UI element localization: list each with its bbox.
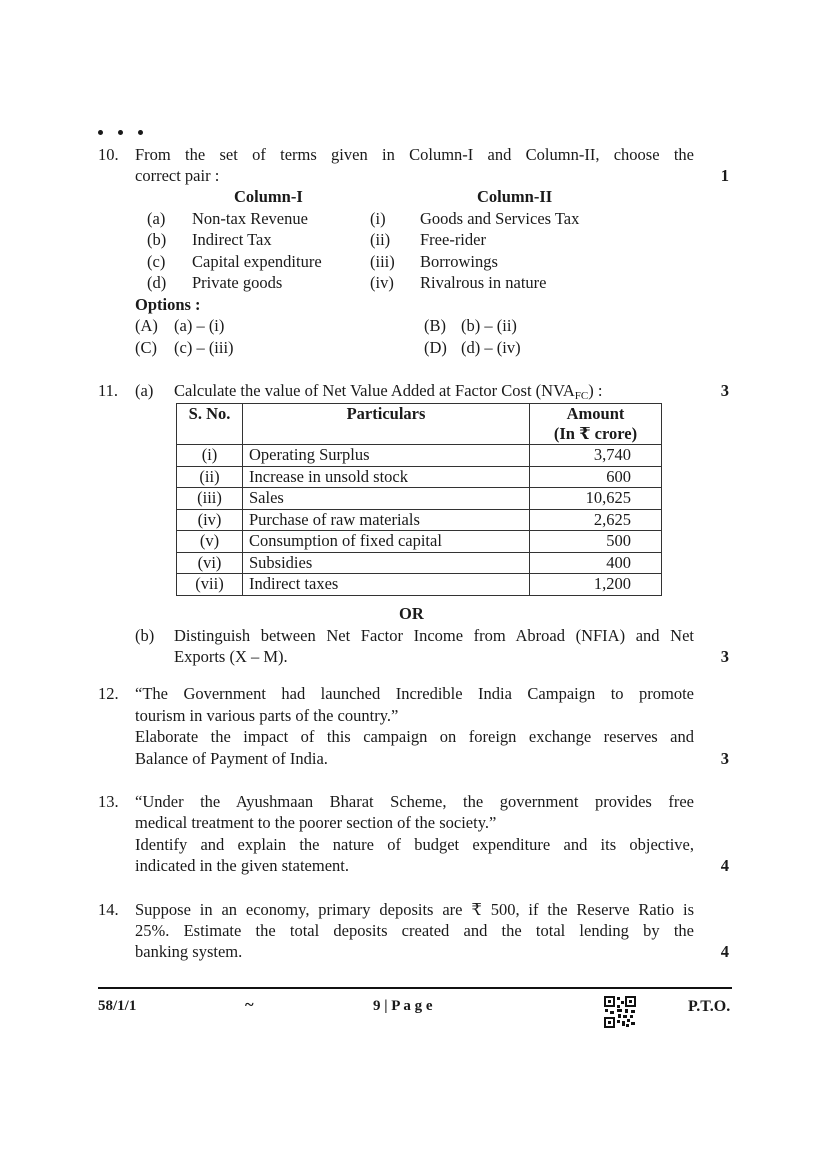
dot-icon <box>118 130 123 135</box>
footer-divider <box>98 987 732 989</box>
part-label: (a) <box>135 381 154 400</box>
qr-code-icon <box>604 996 636 1028</box>
marks: 3 <box>720 647 729 666</box>
pair-term-2: Borrowings <box>420 252 498 271</box>
option-key: (C) <box>135 338 157 357</box>
option-value: (d) – (iv) <box>461 338 521 357</box>
options-label: Options : <box>135 295 201 314</box>
question-line: tourism in various parts of the country.” <box>135 706 399 725</box>
cell-amount: 400 <box>530 552 662 574</box>
cell-particular: Consumption of fixed capital <box>243 531 530 553</box>
table-row <box>177 574 662 596</box>
marks: 3 <box>720 749 729 768</box>
pair-label-2: (iv) <box>370 273 394 292</box>
paper-code: 58/1/1 <box>98 998 137 1014</box>
option-value: (a) – (i) <box>174 316 225 335</box>
cell-amount: 600 <box>530 466 662 488</box>
part-b-line: Exports (X – M). <box>174 647 288 666</box>
marks: 3 <box>720 381 729 400</box>
pair-term-2: Goods and Services Tax <box>420 209 580 228</box>
question-number: 12. <box>98 684 119 703</box>
pair-label-1: (d) <box>147 273 167 292</box>
column-1-heading: Column-I <box>234 187 303 206</box>
cell-amount: 10,625 <box>530 488 662 510</box>
cell-sno: (iii) <box>177 488 243 510</box>
table-row <box>177 466 662 488</box>
cell-sno: (vii) <box>177 574 243 596</box>
table-row <box>177 531 662 553</box>
cell-amount: 3,740 <box>530 445 662 467</box>
pair-term-1: Capital expenditure <box>192 252 322 271</box>
option-key: (D) <box>424 338 447 357</box>
cell-particular: Increase in unsold stock <box>243 466 530 488</box>
option-key: (A) <box>135 316 158 335</box>
table-row <box>177 509 662 531</box>
cell-sno: (vi) <box>177 552 243 574</box>
option-value: (c) – (iii) <box>174 338 234 357</box>
part-b-line: Distinguish between Net Factor Income from Abroad (NFIA) and Net <box>174 626 694 645</box>
pair-label-2: (i) <box>370 209 386 228</box>
pair-term-1: Private goods <box>192 273 283 292</box>
pair-label-2: (iii) <box>370 252 395 271</box>
please-turn-over: P.T.O. <box>688 998 731 1015</box>
table-row <box>177 488 662 510</box>
question-number: 14. <box>98 900 119 919</box>
pair-term-1: Indirect Tax <box>192 230 272 249</box>
pair-label-1: (a) <box>147 209 166 228</box>
question-stem-line: From the set of terms given in Column-I and Column-II, choose the <box>135 145 694 164</box>
marks: 4 <box>720 942 729 961</box>
header-amount: Amount (In ₹ crore) <box>530 404 662 445</box>
question-line: medical treatment to the poorer section of the society.” <box>135 813 497 832</box>
question-line: 25%. Estimate the total deposits created and the total lending by the <box>135 921 694 940</box>
marks: 1 <box>720 166 729 185</box>
pair-label-2: (ii) <box>370 230 391 249</box>
table-header-row <box>177 404 662 445</box>
cell-particular: Sales <box>243 488 530 510</box>
question-line: indicated in the given statement. <box>135 856 349 875</box>
question-line: Elaborate the impact of this campaign on foreign exchange reserves and <box>135 727 694 746</box>
pair-term-2: Free-rider <box>420 230 486 249</box>
option-key: (B) <box>424 316 446 335</box>
pair-term-1: Non-tax Revenue <box>192 209 308 228</box>
cell-particular: Subsidies <box>243 552 530 574</box>
header-particulars: Particulars <box>243 404 530 445</box>
question-number: 10. <box>98 145 119 164</box>
cell-sno: (v) <box>177 531 243 553</box>
question-line: “Under the Ayushmaan Bharat Scheme, the government provides free <box>135 792 694 811</box>
question-line: Balance of Payment of India. <box>135 749 328 768</box>
cell-particular: Purchase of raw materials <box>243 509 530 531</box>
marks: 4 <box>720 856 729 875</box>
pair-label-1: (c) <box>147 252 166 271</box>
question-line: “The Government had launched Incredible India Campaign to promote <box>135 684 694 703</box>
part-a-text: Calculate the value of Net Value Added at Factor Cost $(NVA_{FC})$ : <box>174 381 603 402</box>
cell-sno: (iv) <box>177 509 243 531</box>
question-number: 11. <box>98 381 119 400</box>
page-number: 9 | P a g e <box>373 998 433 1014</box>
column-2-heading: Column-II <box>477 187 553 206</box>
question-line: Identify and explain the nature of budget expenditure and its objective, <box>135 835 694 854</box>
question-line: Suppose in an economy, primary deposits are ₹ 500, if the Reserve Ratio is <box>135 900 694 919</box>
cell-amount: 2,625 <box>530 509 662 531</box>
cell-sno: (ii) <box>177 466 243 488</box>
nva-data-table <box>176 403 662 596</box>
cell-amount: 1,200 <box>530 574 662 596</box>
pair-term-2: Rivalrous in nature <box>420 273 547 292</box>
or-separator: OR <box>399 604 424 623</box>
cell-particular: Operating Surplus <box>243 445 530 467</box>
cell-particular: Indirect taxes <box>243 574 530 596</box>
part-label: (b) <box>135 626 155 645</box>
table-row <box>177 445 662 467</box>
question-line: banking system. <box>135 942 243 961</box>
dot-icon <box>138 130 143 135</box>
question-stem-line: correct pair : <box>135 166 220 185</box>
question-number: 13. <box>98 792 119 811</box>
cell-sno: (i) <box>177 445 243 467</box>
header-sno: S. No. <box>177 404 243 445</box>
header-dots <box>98 120 158 139</box>
table-row <box>177 552 662 574</box>
dot-icon <box>98 130 103 135</box>
pair-label-1: (b) <box>147 230 167 249</box>
footer-tilde: ~ <box>245 995 254 1014</box>
option-value: (b) – (ii) <box>461 316 517 335</box>
cell-amount: 500 <box>530 531 662 553</box>
